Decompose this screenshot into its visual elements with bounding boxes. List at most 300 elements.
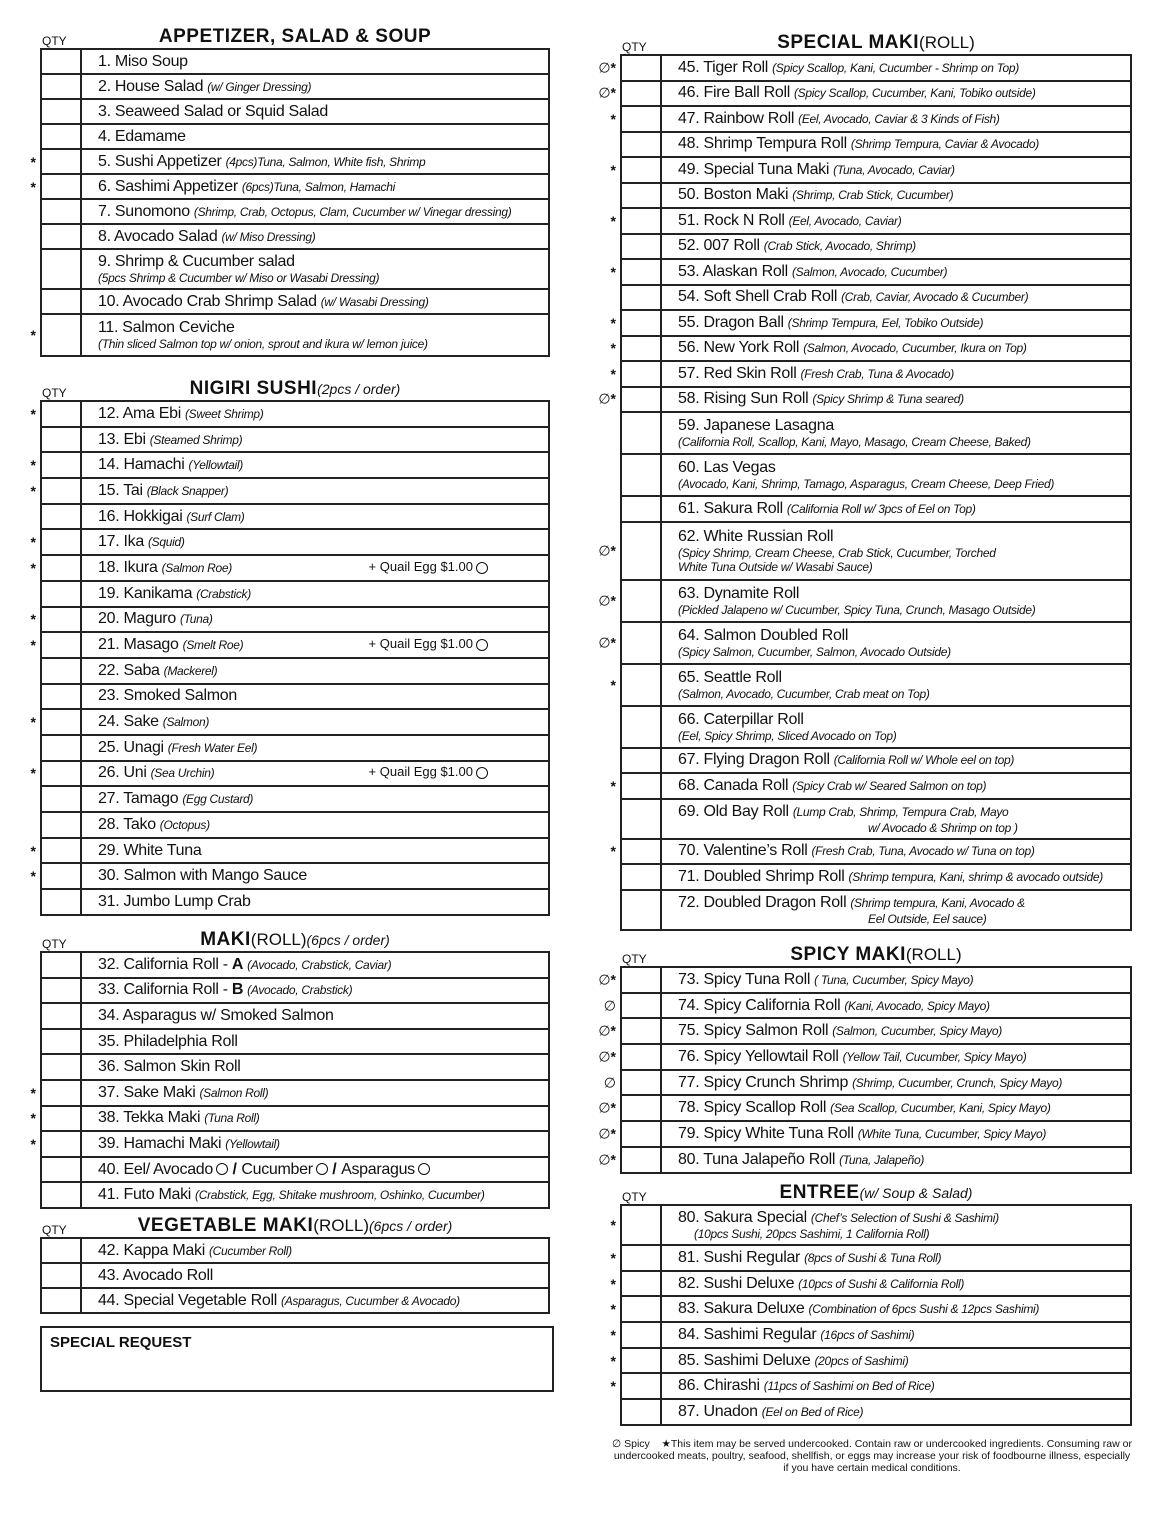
item-cell: [81, 889, 549, 915]
qty-cell[interactable]: [41, 249, 81, 289]
menu-row: [621, 799, 1131, 839]
qty-cell[interactable]: [30, 1131, 81, 1157]
menu-row: [41, 1131, 549, 1157]
menu-row: [621, 890, 1131, 930]
item-grade: B: [231, 981, 244, 999]
section-title-normal: (ROLL): [919, 33, 975, 52]
item-description: (Fresh Water Eel): [167, 740, 258, 755]
menu-row: [41, 735, 549, 761]
spicy-pepper-icon: ∅: [598, 390, 611, 407]
spicy-legend-label: Spicy: [624, 1438, 650, 1450]
undercooked-note: This item may be served undercooked. Contain raw or undercooked ingredients. Consuming raw or undercooked meats, poultry, seafood, shellfish, or eggs may increase your risk of foodbourne illness, especially if you have certain medical conditions.: [613, 1438, 1132, 1474]
item-name: 70. Valentine’s Roll: [678, 842, 808, 860]
qty-cell[interactable]: [30, 1080, 81, 1106]
undercooked-star-icon: *: [30, 637, 36, 654]
item-markers: [31, 611, 36, 627]
item-description: (Salmon): [162, 715, 210, 730]
qty-cell[interactable]: [41, 504, 81, 530]
qty-cell[interactable]: [30, 632, 81, 658]
item-name: 34. Asparagus w/ Smoked Salmon: [98, 1006, 334, 1024]
qty-cell[interactable]: [41, 1238, 81, 1263]
undercooked-star-icon: *: [30, 534, 36, 551]
qty-cell[interactable]: [41, 1157, 81, 1183]
item-markers: [598, 391, 616, 408]
qty-cell[interactable]: [621, 132, 661, 158]
item-cell: [81, 49, 549, 74]
item-cell: [661, 1205, 1131, 1245]
qty-cell[interactable]: [41, 1182, 81, 1208]
qty-cell[interactable]: [30, 314, 81, 356]
undercooked-star-icon: *: [610, 843, 616, 860]
qty-cell[interactable]: [598, 522, 661, 580]
item-name: 61. Sakura Roll: [678, 499, 783, 517]
spicy-pepper-icon: ∅: [598, 592, 611, 608]
menu-row: [621, 664, 1131, 706]
item-description: (16pcs of Sashimi): [820, 1327, 915, 1342]
item-name: 77. Spicy Crunch Shrimp: [678, 1073, 849, 1091]
undercooked-star-icon: *: [610, 1378, 616, 1395]
legend-footnote: [612, 1438, 1132, 1474]
option-circle-icon[interactable]: [316, 1163, 328, 1175]
qty-cell[interactable]: [610, 1322, 661, 1348]
qty-cell[interactable]: [41, 1029, 81, 1055]
qty-cell[interactable]: [598, 1121, 661, 1147]
qty-cell[interactable]: [621, 285, 661, 311]
qty-cell[interactable]: [41, 199, 81, 224]
qty-cell[interactable]: [598, 622, 661, 664]
qty-cell[interactable]: [41, 289, 81, 314]
item-markers: [31, 154, 36, 170]
item-cell: [81, 504, 549, 530]
undercooked-star-icon: *: [610, 1352, 616, 1369]
special-request-box[interactable]: [40, 1326, 554, 1392]
item-name: 26. Uni: [98, 764, 147, 782]
qty-cell[interactable]: [610, 310, 661, 336]
qty-cell[interactable]: [610, 839, 661, 865]
item-cell: [81, 658, 549, 684]
item-name: 60. Las Vegas: [678, 459, 776, 476]
qty-cell[interactable]: [610, 773, 661, 799]
item-description: (Surf Clam): [186, 509, 245, 524]
section-title: [620, 1182, 1132, 1204]
item-name: 37. Sake Maki: [98, 1083, 196, 1101]
item-cell: [661, 1322, 1131, 1348]
qty-cell[interactable]: [610, 1296, 661, 1322]
qty-cell[interactable]: [610, 1271, 661, 1297]
qty-cell[interactable]: [610, 664, 661, 706]
qty-cell[interactable]: [621, 412, 661, 454]
item-name: 2. House Salad: [98, 77, 204, 95]
item-markers: [31, 327, 36, 343]
item-cell: [81, 684, 549, 710]
item-description: (Yellowtail): [225, 1136, 280, 1151]
section-header: [40, 927, 550, 951]
item-name: 75. Spicy Salmon Roll: [678, 1022, 829, 1040]
item-description: (Spicy Scallop, Cucumber, Kani, Tobiko outside): [793, 86, 1036, 101]
item-cell: [661, 706, 1131, 748]
item-description: (Black Snapper): [146, 483, 229, 498]
item-description-cont: w/ Avocado & Shrimp on top ): [868, 820, 1018, 835]
menu-row: [621, 496, 1131, 522]
qty-cell[interactable]: [598, 1018, 661, 1044]
item-description: (11pcs of Sashimi on Bed of Rice): [763, 1379, 935, 1394]
qty-cell[interactable]: [41, 786, 81, 812]
item-name: 31. Jumbo Lump Crab: [98, 892, 251, 910]
menu-row: [621, 1147, 1131, 1173]
qty-cell[interactable]: [30, 555, 81, 581]
menu-row: [41, 658, 549, 684]
item-name: 69. Old Bay Roll: [678, 802, 789, 820]
spicy-pepper-icon: ∅: [598, 1099, 611, 1116]
qty-cell[interactable]: [621, 864, 661, 890]
item-markers: [611, 1327, 616, 1343]
qty-cell[interactable]: [41, 99, 81, 124]
item-description-cont: (10pcs Sushi, 20pcs Sashimi, 1 California Roll): [694, 1227, 930, 1241]
item-name: 40. Eel/ Avocado: [98, 1160, 213, 1178]
item-cell: [661, 664, 1131, 706]
qty-cell[interactable]: [41, 812, 81, 838]
section-title: [40, 929, 550, 951]
item-description: (6pcs)Tuna, Salmon, Hamachi: [241, 179, 395, 194]
item-markers: [611, 366, 616, 382]
item-name: 55. Dragon Ball: [678, 313, 784, 331]
qty-cell[interactable]: [30, 838, 81, 864]
item-markers: [604, 997, 616, 1014]
undercooked-star-icon: *: [30, 765, 36, 782]
checkbox-circle-icon[interactable]: [476, 639, 488, 651]
item-name: 1. Miso Soup: [98, 52, 188, 70]
special-request-label: SPECIAL REQUEST: [50, 1334, 192, 1351]
section-title-bold: NIGIRI SUSHI: [189, 378, 318, 399]
undercooked-star-icon: *: [30, 327, 36, 343]
item-markers: [31, 483, 36, 499]
qty-cell[interactable]: [621, 890, 661, 930]
qty-cell[interactable]: [30, 607, 81, 633]
qty-cell[interactable]: [41, 49, 81, 74]
menu-row: [621, 1373, 1131, 1399]
qty-cell[interactable]: [610, 259, 661, 285]
qty-cell[interactable]: [41, 952, 81, 978]
menu-row: [621, 310, 1131, 336]
item-cell: [661, 183, 1131, 209]
qty-cell[interactable]: [621, 234, 661, 260]
qty-cell[interactable]: [30, 149, 81, 174]
menu-row: [621, 336, 1131, 362]
qty-cell[interactable]: [598, 81, 661, 107]
qty-cell[interactable]: [30, 452, 81, 478]
qty-cell[interactable]: [610, 157, 661, 183]
item-description: (Tuna, Avocado, Caviar): [833, 162, 955, 177]
item-name: 22. Saba: [98, 661, 160, 679]
qty-cell[interactable]: [621, 799, 661, 839]
menu-table: [610, 1204, 1132, 1426]
qty-cell[interactable]: [621, 1399, 661, 1425]
undercooked-star-icon: *: [30, 842, 36, 859]
qty-cell[interactable]: [41, 889, 81, 915]
spicy-pepper-icon: ∅: [598, 971, 611, 988]
qty-cell[interactable]: [598, 967, 661, 993]
qty-cell[interactable]: [621, 496, 661, 522]
item-cell: [81, 735, 549, 761]
item-markers: [31, 179, 36, 195]
quail-egg-addon[interactable]: [369, 764, 488, 779]
item-cell: [81, 709, 549, 735]
qty-cell[interactable]: [41, 684, 81, 710]
menu-row: [621, 706, 1131, 748]
qty-cell[interactable]: [598, 387, 661, 413]
undercooked-star-icon: *: [30, 1084, 36, 1101]
item-description: (Avocado, Crabstick): [247, 983, 353, 998]
undercooked-star-icon: *: [610, 84, 616, 101]
item-cell: [661, 1296, 1131, 1322]
item-description: (Salmon Roll): [199, 1085, 269, 1100]
item-cell: [81, 581, 549, 607]
checkbox-circle-icon[interactable]: [476, 562, 488, 574]
undercooked-star-icon: *: [30, 868, 36, 885]
item-name: 78. Spicy Scallop Roll: [678, 1099, 827, 1117]
section-title-bold: SPECIAL MAKI: [777, 32, 920, 53]
item-name: 73. Spicy Tuna Roll: [678, 970, 811, 988]
item-name: 54. Soft Shell Crab Roll: [678, 288, 838, 306]
item-markers: [31, 406, 36, 422]
item-name: 45. Tiger Roll: [678, 58, 769, 76]
menu-row: [621, 1322, 1131, 1348]
item-description: (Steamed Shrimp): [149, 432, 243, 447]
menu-row: [41, 149, 549, 174]
qty-cell[interactable]: [598, 580, 661, 622]
menu-row: [41, 1182, 549, 1208]
qty-cell[interactable]: [598, 1147, 661, 1173]
section-special-maki: [598, 30, 1132, 931]
qty-cell[interactable]: [30, 401, 81, 427]
qty-cell[interactable]: [41, 124, 81, 149]
item-cell: [81, 1106, 549, 1132]
menu-row: [41, 863, 549, 889]
undercooked-star-icon: *: [30, 457, 36, 474]
item-cell: [81, 863, 549, 889]
item-markers: [31, 843, 36, 859]
qty-cell[interactable]: [610, 1245, 661, 1271]
menu-row: [621, 1348, 1131, 1374]
item-description: (Crab Stick, Avocado, Shrimp): [763, 239, 916, 254]
section-header: [40, 24, 550, 48]
qty-cell[interactable]: [30, 529, 81, 555]
item-name: 24. Sake: [98, 713, 159, 731]
section-title-bold: MAKI: [200, 929, 251, 950]
item-name: 51. Rock N Roll: [678, 211, 785, 229]
menu-row: [41, 1157, 549, 1183]
qty-cell[interactable]: [30, 709, 81, 735]
item-description: (Crab, Caviar, Avocado & Cucumber): [841, 290, 1029, 305]
item-name: 8. Avocado Salad: [98, 227, 218, 245]
item-cell: [661, 208, 1131, 234]
menu-row: [41, 555, 549, 581]
undercooked-star-icon: *: [610, 161, 616, 178]
item-name: 83. Sakura Deluxe: [678, 1300, 805, 1318]
qty-cell[interactable]: [621, 454, 661, 496]
item-cell: [81, 314, 549, 356]
item-name: 19. Kanikama: [98, 584, 193, 602]
qty-cell[interactable]: [41, 978, 81, 1004]
qty-cell[interactable]: [598, 1044, 661, 1070]
qty-cell[interactable]: [30, 863, 81, 889]
qty-cell[interactable]: [30, 174, 81, 199]
qty-column-label: QTY: [42, 34, 67, 48]
item-cell: [661, 890, 1131, 930]
qty-cell[interactable]: [610, 361, 661, 387]
menu-row: [41, 289, 549, 314]
item-description: (w/ Wasabi Dressing): [320, 294, 429, 309]
menu-row: [621, 454, 1131, 496]
qty-cell[interactable]: [41, 1288, 81, 1313]
menu-row: [41, 1080, 549, 1106]
option-circle-icon[interactable]: [216, 1163, 228, 1175]
item-name: 42. Kappa Maki: [98, 1241, 205, 1259]
qty-column-label: QTY: [42, 937, 67, 951]
qty-cell[interactable]: [621, 706, 661, 748]
qty-cell[interactable]: [41, 658, 81, 684]
item-description: (Avocado, Crabstick, Caviar): [247, 957, 392, 972]
qty-column-label: QTY: [622, 952, 647, 966]
item-markers: [611, 1276, 616, 1292]
item-name: 44. Special Vegetable Roll: [98, 1291, 277, 1309]
qty-cell[interactable]: [603, 1070, 661, 1096]
qty-cell[interactable]: [30, 478, 81, 504]
qty-cell[interactable]: [41, 1263, 81, 1288]
item-cell: [81, 1263, 549, 1288]
item-description: (Spicy Shrimp, Cream Cheese, Crab Stick, Cucumber, Torched: [678, 545, 996, 560]
item-description: (Salmon, Avocado, Cucumber, Crab meat on Top): [678, 686, 930, 701]
item-cell: [81, 99, 549, 124]
qty-cell[interactable]: [41, 74, 81, 99]
item-name: 17. Ika: [98, 533, 144, 551]
quail-egg-addon[interactable]: [369, 636, 488, 651]
item-description: (Shrimp, Crab, Octopus, Clam, Cucumber w/ Vinegar dressing): [193, 204, 512, 219]
item-name: 65. Seattle Roll: [678, 668, 782, 686]
menu-row: [621, 1095, 1131, 1121]
qty-cell[interactable]: [610, 1205, 661, 1245]
qty-cell[interactable]: [610, 106, 661, 132]
addon-label: + Quail Egg $1.00: [368, 636, 473, 652]
qty-cell[interactable]: [610, 336, 661, 362]
item-markers: [611, 162, 616, 178]
menu-row: [41, 1238, 549, 1263]
item-cell: [81, 249, 549, 289]
qty-cell[interactable]: [610, 1373, 661, 1399]
undercooked-star-icon: *: [610, 212, 616, 229]
item-markers: [611, 1301, 616, 1317]
menu-row: [41, 709, 549, 735]
option-circle-icon[interactable]: [418, 1163, 430, 1175]
item-name: 74. Spicy California Roll: [678, 996, 841, 1014]
item-description: (Chef’s Selection of Sushi & Sashimi): [810, 1211, 999, 1225]
item-name: 62. White Russian Roll: [678, 527, 834, 545]
section-maki: [30, 927, 550, 1209]
qty-cell[interactable]: [41, 427, 81, 453]
quail-egg-addon[interactable]: [369, 559, 488, 574]
item-name: 59. Japanese Lasagna: [678, 417, 834, 434]
item-name: 7. Sunomono: [98, 202, 190, 220]
undercooked-star-icon: *: [610, 365, 616, 382]
item-name: 30. Salmon with Mango Sauce: [98, 867, 307, 885]
menu-row: [41, 199, 549, 224]
item-cell: [81, 632, 549, 658]
menu-row: [41, 74, 549, 99]
item-description-cont: Eel Outside, Eel sauce): [868, 911, 987, 926]
qty-cell[interactable]: [41, 1054, 81, 1080]
undercooked-star-icon: *: [610, 971, 616, 988]
item-cell: [661, 454, 1131, 496]
item-description: (10pcs of Sushi & California Roll): [798, 1276, 965, 1291]
item-name: 50. Boston Maki: [678, 186, 789, 204]
item-description: (Eel on Bed of Rice): [761, 1404, 864, 1419]
item-name: 67. Flying Dragon Roll: [678, 751, 830, 769]
qty-cell[interactable]: [603, 993, 661, 1019]
item-cell: [661, 1121, 1131, 1147]
qty-cell[interactable]: [598, 55, 661, 81]
qty-cell[interactable]: [41, 581, 81, 607]
menu-row: [621, 234, 1131, 260]
undercooked-star-icon: *: [30, 559, 36, 576]
spicy-pepper-icon: ∅: [598, 59, 611, 76]
item-markers: [598, 1151, 616, 1168]
item-cell: [661, 1147, 1131, 1173]
item-name: 87. Unadon: [678, 1402, 758, 1420]
qty-cell[interactable]: [41, 735, 81, 761]
qty-cell[interactable]: [30, 761, 81, 787]
menu-row: [621, 1271, 1131, 1297]
section-title-normal: (ROLL): [905, 945, 962, 964]
menu-row: [621, 839, 1131, 865]
item-cell: [661, 1070, 1131, 1096]
qty-cell[interactable]: [621, 748, 661, 774]
item-name: 85. Sashimi Deluxe: [678, 1351, 811, 1369]
spicy-pepper-icon: ∅: [598, 1125, 611, 1142]
qty-cell[interactable]: [621, 183, 661, 209]
item-name: 21. Masago: [98, 636, 179, 654]
item-name: 14. Hamachi: [98, 456, 185, 474]
checkbox-circle-icon[interactable]: [476, 767, 488, 779]
item-cell: [81, 529, 549, 555]
menu-table: [30, 951, 550, 1209]
undercooked-star-icon: *: [610, 110, 616, 127]
qty-cell[interactable]: [610, 1348, 661, 1374]
item-markers: [31, 1110, 36, 1126]
item-cell: [661, 412, 1131, 454]
item-markers: [611, 1217, 616, 1233]
item-markers: [611, 340, 616, 356]
menu-row: [41, 1029, 549, 1055]
undercooked-star-icon: *: [610, 1048, 616, 1065]
item-cell: [81, 224, 549, 249]
item-name: 80. Tuna Jalapeño Roll: [678, 1150, 836, 1168]
section-header: [40, 376, 550, 400]
item-name: 82. Sushi Deluxe: [678, 1274, 795, 1292]
section-nigiri: [30, 376, 550, 916]
qty-cell[interactable]: [30, 1106, 81, 1132]
menu-row: [621, 1245, 1131, 1271]
item-name: 72. Doubled Dragon Roll: [678, 893, 847, 911]
item-markers: [611, 111, 616, 127]
section-appetizer: [30, 24, 550, 357]
qty-cell[interactable]: [610, 208, 661, 234]
section-title-bold: APPETIZER, SALAD & SOUP: [158, 26, 432, 47]
qty-cell[interactable]: [41, 1003, 81, 1029]
qty-cell[interactable]: [598, 1095, 661, 1121]
qty-cell[interactable]: [41, 224, 81, 249]
menu-row: [621, 864, 1131, 890]
menu-row: [41, 452, 549, 478]
